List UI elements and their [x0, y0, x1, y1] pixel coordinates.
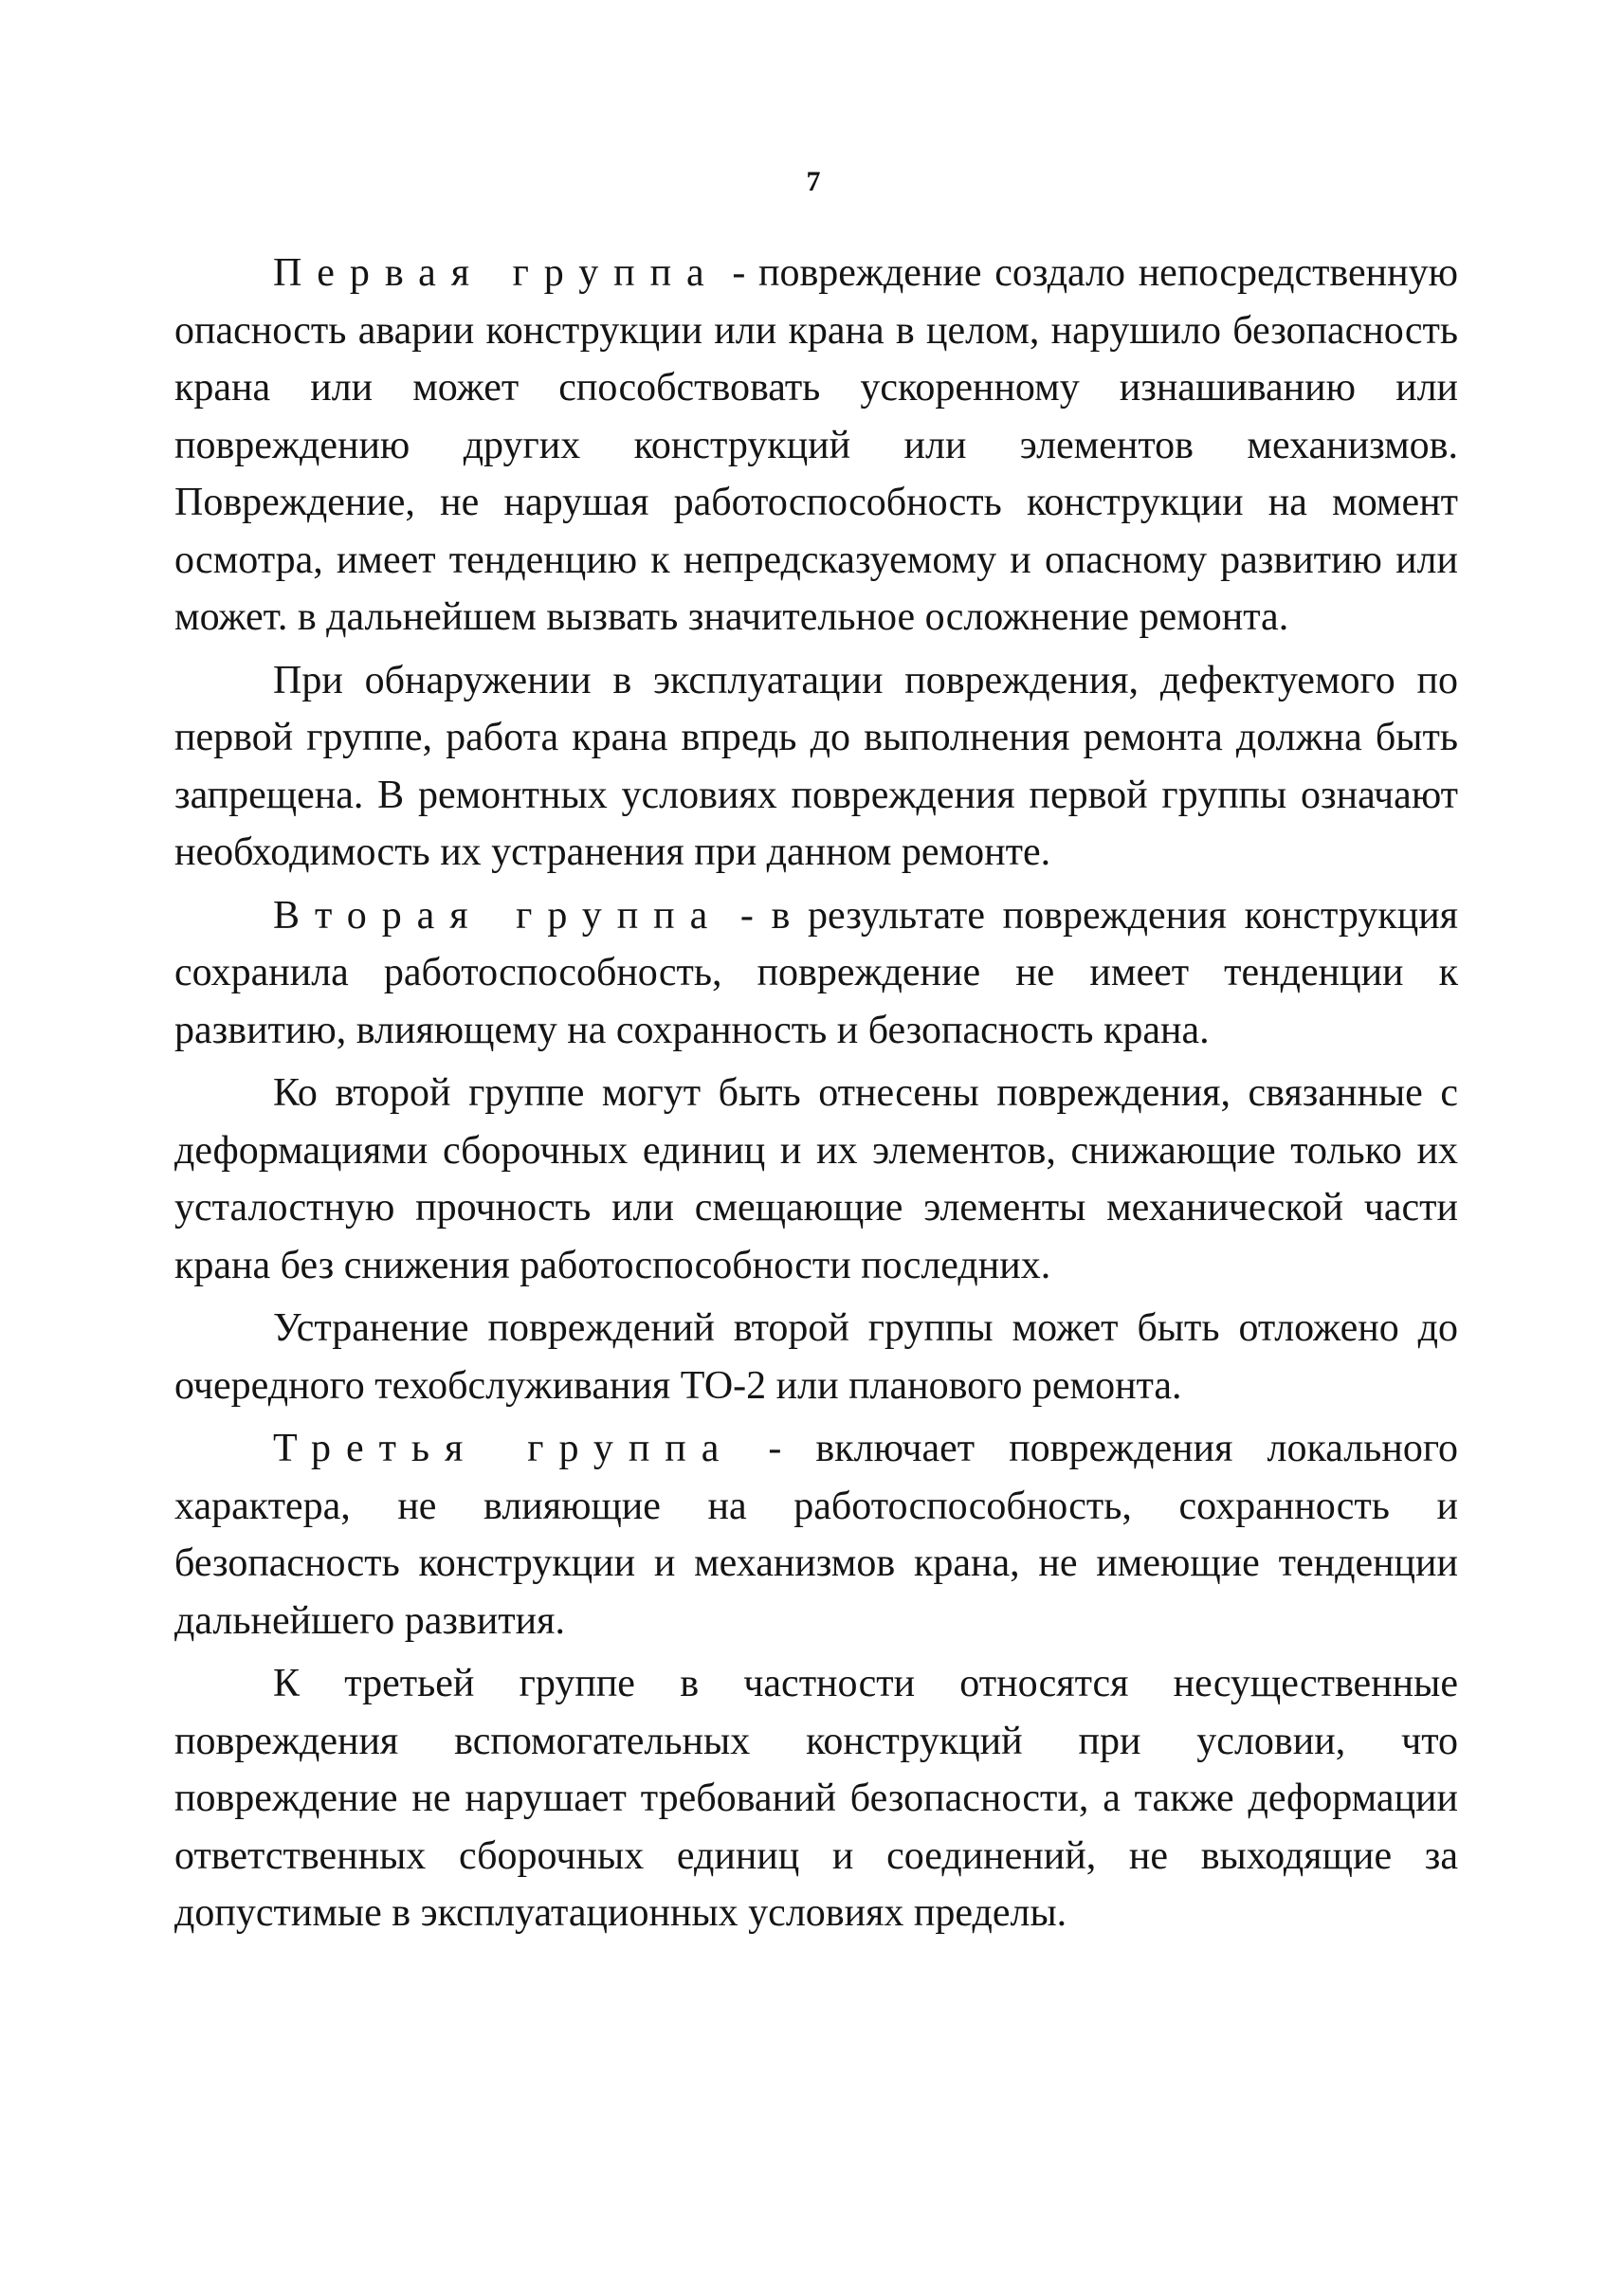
- paragraph-second-group: [174, 887, 1458, 1060]
- paragraph-text: К третьей группе в частности относятся несущественные повреждения вспомогательных конструкций при условии, что повреждение не нарушает требований безопасности, а также деформации ответственных сборочных единиц и соединений, не выходящие за допустимые в эксплуатационных условиях пределы.: [174, 1662, 1458, 1935]
- group-heading-first: Первая группа: [273, 251, 720, 295]
- paragraph-third-group: [174, 1420, 1458, 1649]
- paragraph-second-group-examples: [174, 1065, 1458, 1294]
- paragraph-text: - повреждение создало непосредственную опасность аварии конструкции или крана в целом, нарушило безопасность крана или может способствовать ускоренному изнашиванию или повреждению других конструкций или элементов механизмов. Повреждение, не нарушая работоспособность конструкции на момент осмотра, имеет тенденцию к непредсказуемому и опасному развитию или может. в дальнейшем вызвать значительное осложнение ремонта.: [174, 251, 1458, 639]
- group-heading-second: Вторая группа: [273, 893, 723, 938]
- group-heading-third: Третья группа: [273, 1427, 735, 1470]
- paragraph-first-group-detection: [174, 652, 1458, 882]
- paragraph-third-group-examples: [174, 1655, 1458, 1942]
- paragraph-text: Ко второй группе могут быть отнесены повреждения, связанные с деформациями сборочных единиц и их элементов, снижающие только их усталостную прочность или смещающие элементы механической части крана без снижения работоспособности последних.: [174, 1071, 1458, 1287]
- paragraph-text: При обнаружении в эксплуатации повреждения, дефектуемого по первой группе, работа крана впредь до выполнения ремонта должна быть запрещена. В ремонтных условиях повреждения первой группы означают необходимость их устранения при данном ремонте.: [174, 658, 1458, 874]
- paragraph-text: Устранение повреждений второй группы может быть отложено до очередного техобслуживания ТО-2 или планового ремонта.: [174, 1306, 1458, 1408]
- document-body: [174, 245, 1458, 1942]
- paragraph-second-group-repair: [174, 1300, 1458, 1414]
- paragraph-first-group: [174, 245, 1458, 647]
- page-number: 7: [806, 166, 821, 197]
- paragraph-text: - включает повреждения локального характера, не влияющие на работоспособность, сохранность и безопасность конструкции и механизмов крана, не имеющие тенденции дальнейшего развития.: [174, 1427, 1458, 1643]
- paragraph-text: - в результате повреждения конструкция сохранила работоспособность, повреждение не имеет тенденции к развитию, влияющему на сохранность и безопасность крана.: [174, 893, 1458, 1052]
